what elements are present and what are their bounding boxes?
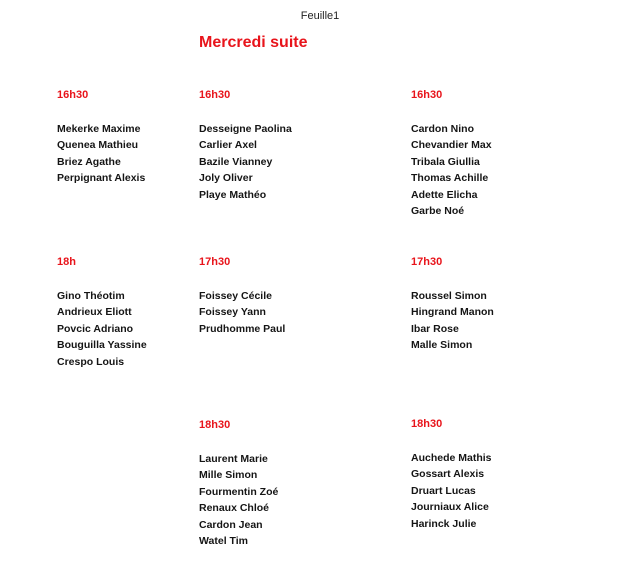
group-4 — [57, 255, 147, 370]
group-6 — [411, 255, 494, 354]
group-3 — [411, 88, 492, 219]
student-name: Foissey Cécile — [199, 290, 272, 302]
student-name: Tribala Giullia — [411, 155, 480, 168]
student-name: Roussel Simon — [411, 290, 487, 302]
group-time: 18h30 — [411, 418, 443, 430]
group-time: 18h — [57, 256, 76, 268]
student-name: Joly Oliver — [199, 172, 253, 185]
group-time: 16h30 — [57, 89, 89, 101]
student-name: Desseigne Paolina — [199, 123, 292, 135]
group-1 — [57, 88, 145, 187]
student-name: Adette Elicha — [411, 188, 478, 201]
sheet-title: Feuille1 — [300, 10, 340, 22]
student-name: Journiaux Alice — [411, 501, 489, 514]
student-name: Renaux Chloé — [199, 502, 270, 515]
student-name: Ibar Rose — [411, 322, 459, 335]
student-name: Garbe Noé — [411, 205, 465, 218]
student-name: Harinck Julie — [411, 517, 477, 530]
page-title: Mercredi suite — [199, 34, 308, 51]
group-time: 17h30 — [411, 256, 443, 268]
student-name: Druart Lucas — [411, 484, 476, 497]
group-5 — [199, 255, 285, 337]
student-name: Perpignant Alexis — [57, 172, 146, 185]
student-name: Auchede Mathis — [411, 452, 492, 464]
student-name: Povcic Adriano — [57, 322, 134, 335]
student-name: Hingrand Manon — [411, 306, 494, 319]
student-name: Chevandier Max — [411, 139, 492, 152]
student-name: Carlier Axel — [199, 139, 257, 152]
student-name: Briez Agathe — [57, 155, 121, 168]
student-name: Cardon Nino — [411, 123, 474, 135]
student-name: Bouguilla Yassine — [57, 339, 147, 352]
group-8 — [411, 417, 492, 532]
student-name: Mille Simon — [199, 469, 258, 482]
student-name: Gossart Alexis — [411, 468, 485, 481]
student-name: Playe Mathéo — [199, 188, 267, 201]
group-time: 17h30 — [199, 256, 231, 268]
student-name: Malle Simon — [411, 339, 473, 352]
student-name: Andrieux Eliott — [57, 306, 132, 319]
student-name: Bazile Vianney — [199, 155, 273, 168]
student-name: Laurent Marie — [199, 453, 268, 465]
student-name: Thomas Achille — [411, 172, 489, 185]
student-name: Foissey Yann — [199, 306, 266, 319]
student-name: Watel Tim — [199, 535, 249, 548]
student-name: Crespo Louis — [57, 355, 125, 368]
group-2 — [199, 88, 292, 203]
student-name: Fourmentin Zoé — [199, 485, 279, 498]
group-time: 18h30 — [199, 419, 231, 431]
group-time: 16h30 — [199, 89, 231, 101]
student-name: Quenea Mathieu — [57, 139, 139, 152]
student-name: Gino Théotim — [57, 290, 125, 302]
student-name: Cardon Jean — [199, 518, 263, 531]
student-name: Mekerke Maxime — [57, 123, 141, 135]
group-time: 16h30 — [411, 89, 443, 101]
student-name: Prudhomme Paul — [199, 322, 286, 335]
group-7 — [199, 418, 278, 549]
